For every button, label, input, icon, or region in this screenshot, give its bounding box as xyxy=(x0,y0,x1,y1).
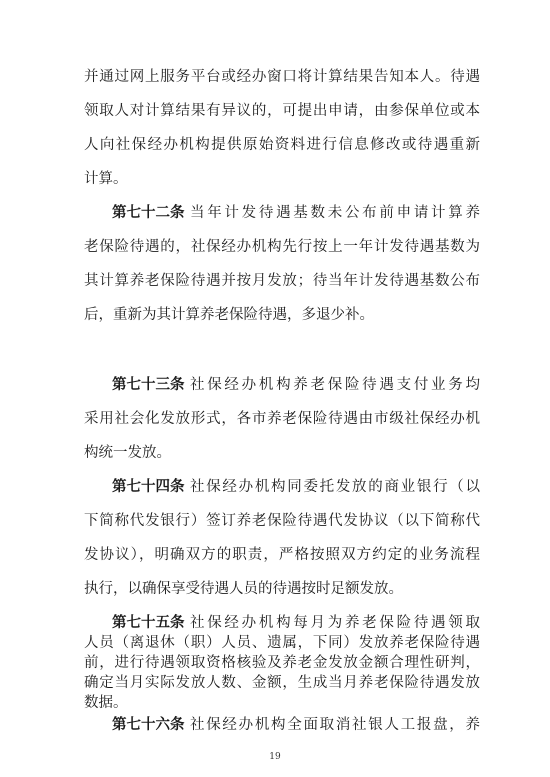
paragraph-line: 计算。 xyxy=(84,171,128,187)
paragraph-line: 其计算养老保险待遇并按月发放；待当年计发待遇基数公布 xyxy=(84,273,480,289)
paragraph-line: 社保经办机构同委托发放的商业银行（以 xyxy=(190,479,480,495)
paragraph-line: 并通过网上服务平台或经办窗口将计算结果告知本人。待遇 xyxy=(84,69,480,85)
paragraph-line: 执行，以确保享受待遇人员的待遇按时足额发放。 xyxy=(84,581,403,597)
paragraph-line: 人员（离退休（职）人员、遗属，下同）发放养老保险待遇 xyxy=(84,635,480,651)
article-number: 第七十五条 xyxy=(112,614,185,631)
paragraph-line: 采用社会化发放形式，各市养老保险待遇由市级社保经办机 xyxy=(84,411,480,427)
paragraph-line: 人向社保经办机构提供原始资料进行信息修改或待遇重新 xyxy=(84,137,480,153)
article-number: 第七十二条 xyxy=(112,204,185,221)
paragraph-line: 前，进行待遇领取资格核验及养老金发放金额合理性研判， xyxy=(84,655,480,671)
paragraph-line: 确定当月实际发放人数、金额，生成当月养老保险待遇发放 xyxy=(84,675,480,691)
paragraph-line: 社保经办机构全面取消社银人工报盘，养 xyxy=(190,717,480,733)
article-number: 第七十六条 xyxy=(112,716,185,733)
paragraph-line: 数据。 xyxy=(84,695,128,711)
article-number: 第七十三条 xyxy=(112,376,185,393)
article-number: 第七十四条 xyxy=(112,478,185,495)
article-76-first-line xyxy=(112,715,480,735)
paragraph-line: 当年计发待遇基数未公布前申请计算养 xyxy=(190,205,480,221)
paragraph-line: 构统一发放。 xyxy=(84,445,171,461)
article-72-first-line xyxy=(112,203,480,223)
article-74-first-line xyxy=(112,477,480,497)
article-75-first-line xyxy=(112,613,480,633)
paragraph-line: 社保经办机构养老保险待遇支付业务均 xyxy=(190,377,480,393)
paragraph-line: 发协议），明确双方的职责，严格按照双方约定的业务流程 xyxy=(84,547,480,563)
paragraph-line: 领取人对计算结果有异议的，可提出申请，由参保单位或本 xyxy=(84,103,480,119)
paragraph-line: 下简称代发银行）签订养老保险待遇代发协议（以下简称代 xyxy=(84,513,480,529)
page-number: 19 xyxy=(269,752,281,762)
paragraph-line: 后，重新为其计算养老保险待遇，多退少补。 xyxy=(84,307,374,323)
paragraph-line: 老保险待遇的，社保经办机构先行按上一年计发待遇基数为 xyxy=(84,239,480,255)
paragraph-line: 社保经办机构每月为养老保险待遇领取 xyxy=(190,615,480,631)
article-73-first-line xyxy=(112,375,480,395)
